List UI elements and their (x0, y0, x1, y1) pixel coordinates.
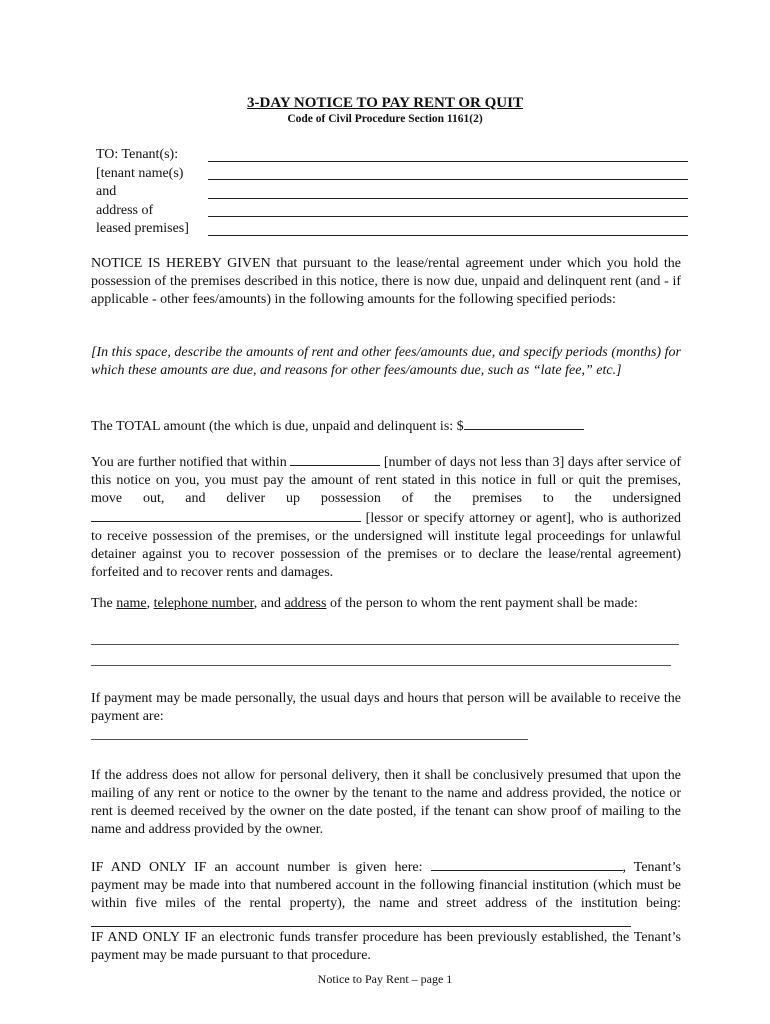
tenant-blank-line[interactable] (208, 216, 688, 217)
further-notice-text-1: You are further notified that within (91, 455, 287, 470)
personal-payment-paragraph: If payment may be made personally, the usual days and hours that person will be available to receive the payment are: (91, 691, 681, 724)
further-notice-text-2: [number of days not less than 3] days after service of this notice on you, you must pay the amount of rent stated in this notice in full or quit the premises, move out, and deliver up possession of the premises to the undersigned (91, 455, 681, 506)
tenant-row (96, 220, 688, 239)
document-subtitle: Code of Civil Procedure Section 1161(2) (287, 113, 483, 125)
payment-hours-blank-line[interactable] (91, 739, 528, 740)
payee-text: The (91, 596, 113, 611)
payee-paragraph (91, 595, 681, 613)
eft-paragraph: IF AND ONLY IF an electronic funds transfer procedure has been previously established, the Tenant’s payment may be made pursuant to that procedure. (91, 930, 681, 963)
instruction-paragraph: [In this space, describe the amounts of rent and other fees/amounts due, and specify periods (months) for which these amounts are due, and reasons for other fees/amounts due, such as “late fee,” etc.] (91, 345, 681, 378)
payee-text: of the person to whom the rent payment shall be made: (329, 596, 638, 611)
payee-text: , (146, 596, 151, 611)
tenant-row (96, 165, 688, 184)
payee-phone-label: telephone number (153, 596, 254, 611)
mailing-paragraph: If the address does not allow for personal delivery, then it shall be conclusively presumed that upon the mailing of any rent or notice to the owner by the tenant to the name and address provided, the notice or rent is deemed received by the owner on the date posted, if the tenant can show proof of mailing to the name and address provided by the owner. (91, 768, 681, 837)
tenant-blank-line[interactable] (208, 179, 688, 180)
payee-blank-line[interactable] (91, 644, 679, 645)
tenant-blank-line[interactable] (208, 161, 688, 162)
tenant-blank-line[interactable] (208, 235, 688, 236)
account-text-2: , Tenant’s payment may be made into that numbered account in the following financial institution (which must be within five miles of the rental property), the name and street address of the institution being: (91, 860, 681, 911)
institution-blank[interactable] (91, 913, 631, 927)
tenant-blank-line[interactable] (208, 198, 688, 199)
further-notice-text-3: [lessor or specify attorney or agent], who is authorized to receive possession of the premises, or the undersigned will institute legal proceedings for unlawful detainer against you to recover possession of the premises or to declare the lease/rental agreement) forfeited and to recover rents and damages. (91, 511, 681, 580)
total-amount-line (91, 416, 681, 436)
days-blank[interactable] (290, 452, 380, 466)
tenant-row (96, 183, 688, 202)
tenant-label: and (96, 184, 117, 199)
payee-blank-line[interactable] (91, 665, 671, 666)
tenant-label: address of (96, 202, 154, 218)
tenant-label: leased premises] (96, 221, 189, 236)
payee-text: , and (253, 596, 281, 611)
tenant-row (96, 202, 688, 221)
account-text-1: IF AND ONLY IF an account number is given here: (91, 860, 423, 875)
tenant-address-block (96, 146, 688, 239)
page-footer: Notice to Pay Rent – page 1 (317, 972, 453, 986)
lessor-blank[interactable] (91, 508, 361, 522)
tenant-row (96, 146, 688, 165)
further-notice-paragraph (91, 452, 681, 582)
notice-paragraph: NOTICE IS HEREBY GIVEN that pursuant to the lease/rental agreement under which you hold the possession of the premises described in this notice, there is now due, unpaid and delinquent rent (and - if applicable - other fees/amounts) in the following amounts for the following specified periods: (91, 256, 681, 307)
tenant-label: [tenant name(s) (96, 165, 184, 181)
total-amount-label: The TOTAL amount (the which is due, unpaid and delinquent is: $ (91, 419, 464, 434)
account-paragraph (91, 857, 681, 933)
payee-name-label: name (116, 596, 147, 611)
total-amount-blank[interactable] (464, 416, 584, 430)
payee-address-label: address (284, 596, 327, 611)
document-title: 3-DAY NOTICE TO PAY RENT OR QUIT (247, 95, 523, 111)
account-number-blank[interactable] (431, 857, 623, 871)
tenant-label: TO: Tenant(s): (96, 147, 179, 162)
